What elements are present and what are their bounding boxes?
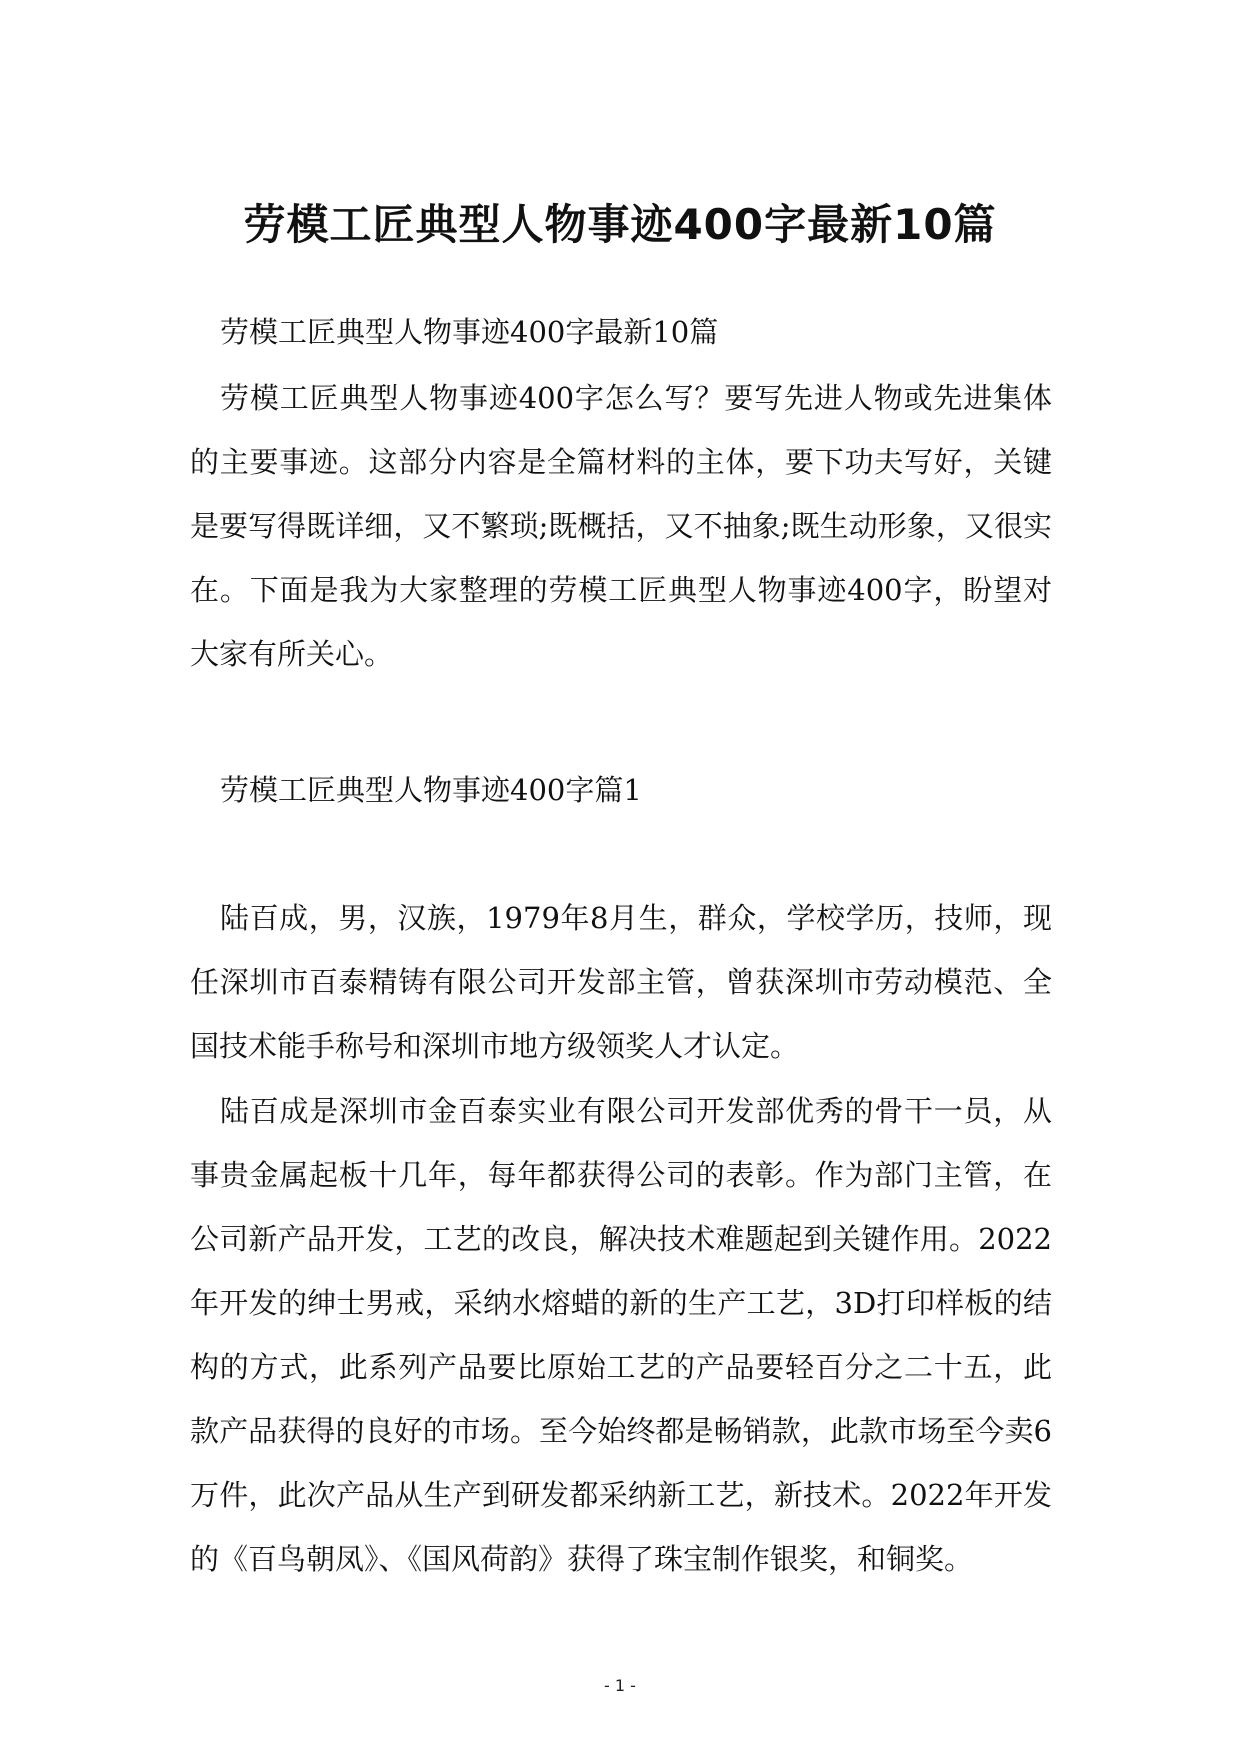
- document-title: 劳模工匠典型人物事迹400字最新10篇: [243, 200, 997, 249]
- intro-paragraph: 劳模工匠典型人物事迹400字怎么写？要写先进人物或先进集体的主要事迹。这部分内容是全篇材料的主体，要下功夫写好，关键是要写得既详细，又不繁琐;既概括，又不抽象;既生动形象，又很实在。下面是我为大家整理的劳模工匠典型人物事迹400字，盼望对大家有所关心。: [190, 381, 1052, 671]
- body-paragraph-1: 陆百成，男，汉族，1979年8月生，群众，学校学历，技师，现任深圳市百泰精铸有限公司开发部主管，曾获深圳市劳动模范、全国技术能手称号和深圳市地方级领奖人才认定。: [190, 901, 1052, 1063]
- section-heading: 劳模工匠典型人物事迹400字篇1: [220, 773, 642, 807]
- page-number: - 1 -: [604, 1676, 636, 1695]
- body-paragraph-2: 陆百成是深圳市金百泰实业有限公司开发部优秀的骨干一员，从事贵金属起板十几年，每年都获得公司的表彰。作为部门主管，在公司新产品开发，工艺的改良，解决技术难题起到关键作用。2022年开发的绅士男戒，采纳水熔蜡的新的生产工艺，3D打印样板的结构的方式，此系列产品要比原始工艺的产品要轻百分之二十五，此款产品获得的良好的市场。至今始终都是畅销款，此款市场至今卖6万件，此次产品从生产到研发都采纳新工艺，新技术。2022年开发的《百鸟朝凤》、《国风荷韵》获得了珠宝制作银奖，和铜奖。: [190, 1094, 1052, 1576]
- document-subtitle: 劳模工匠典型人物事迹400字最新10篇: [220, 315, 719, 349]
